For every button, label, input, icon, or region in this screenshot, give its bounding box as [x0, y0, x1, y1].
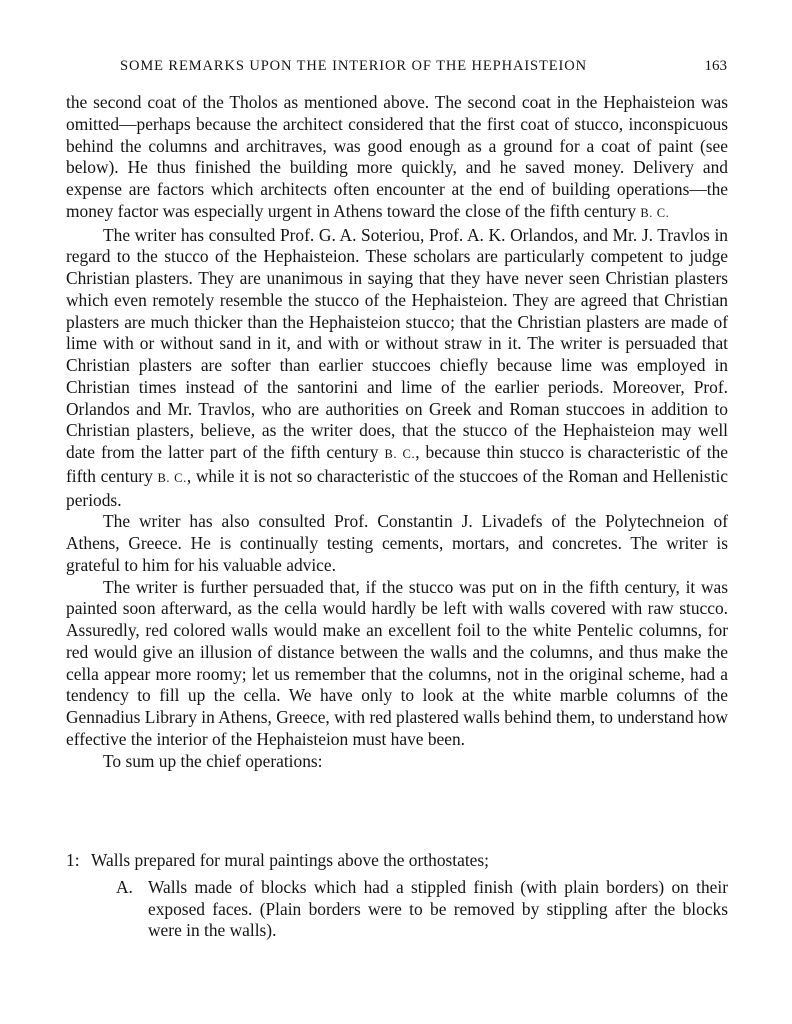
paragraph-2-text: The writer has consulted Prof. G. A. Soteriou, Prof. A. K. Orlandos, and Mr. J. Travlos in regard to the stucco of the Hephaisteion. These scholars are particularly competent to judge Christian plasters. They are unanimous in saying that they have never seen Christian plasters which even remotely resemble the stucco of the Hephaisteion. They are agreed that Christian plasters are much thicker than the Hephaisteion stucco; that the Christian plasters are made of lime with or without sand in it, and with or without straw in it. The writer is persuaded that Christian plasters are softer than earlier stuccoes chiefly because lime was employed in Christian times instead of the santorini and lime of the earlier periods. Moreover, Prof. Orlandos and Mr. Travlos, who are authorities on Greek and Roman stuccoes in addition to Christian plasters, believe, as the writer does, that the stucco of the Hephaisteion may well date from the latter part of the fifth century: [66, 224, 728, 462]
paragraph-5: To sum up the chief operations:: [103, 750, 323, 771]
page-number: 163: [704, 58, 727, 74]
paragraph-2: [66, 225, 728, 512]
list-subitem: [116, 877, 728, 942]
list-subitem-text: Walls made of blocks which had a stippled finish (with plain borders) on their exposed faces. (Plain borders were to be removed by stippling after the blocks were in the walls).: [148, 876, 728, 941]
list-subitem-letter: A.: [116, 876, 133, 897]
paragraph-2-text: , because thin stucco is characteristic of the fifth century: [66, 442, 728, 486]
running-head: [64, 56, 727, 80]
body-text: [66, 92, 728, 772]
list-item-text: Walls prepared for mural paintings above the orthostates;: [91, 850, 489, 870]
running-title: SOME REMARKS UPON THE INTERIOR OF THE HEPHAISTEION: [120, 58, 587, 74]
paragraph-2-text: , while it is not so characteristic of the stuccoes of the Roman and Hellenistic periods.: [66, 465, 728, 510]
list-item-number: 1:: [66, 850, 80, 870]
paragraph-1-text: the second coat of the Tholos as mentioned above. The second coat in the Hephaisteion was omitted—perhaps because the architect considered that the first coat of stucco, inconspicuous behind the columns and architraves, was good enough as a ground for a coat of paint (see below). He thus finished the building more quickly, and he saved money. Delivery and expense are factors which architects often encounter at the end of building operations—the money factor was especially urgent in Athens toward the close of the fifth century: [66, 92, 728, 221]
operations-list: [66, 850, 728, 942]
list-item: [66, 850, 728, 872]
paragraph-4: The writer is further persuaded that, if the stucco was put on in the fifth century, it was painted soon afterward, as the cella would hardly be left with walls covered with raw stucco. Assuredly, red colored walls would make an excellent foil to the white Pentelic columns, for red would give an illusion of distance between the walls and the columns, and thus make the cella appear more roomy; let us remember that the columns, not in the original scheme, had a tendency to fill up the cella. We have only to look at the white marble columns of the Gennadius Library in Athens, Greece, with red plastered walls behind them, to understand how effective the interior of the Hephaisteion must have been.: [66, 576, 728, 749]
era-abbreviation: B. C.: [384, 447, 416, 461]
paragraph-1: [66, 92, 728, 225]
era-abbreviation: B. C.: [640, 205, 670, 220]
era-abbreviation: B. C.: [157, 470, 187, 485]
paragraph-3: The writer has also consulted Prof. Constantin J. Livadefs of the Polytechneion of Athens, Greece. He is continually testing cements, mortars, and concretes. The writer is grateful to him for his valuable advice.: [66, 511, 728, 575]
